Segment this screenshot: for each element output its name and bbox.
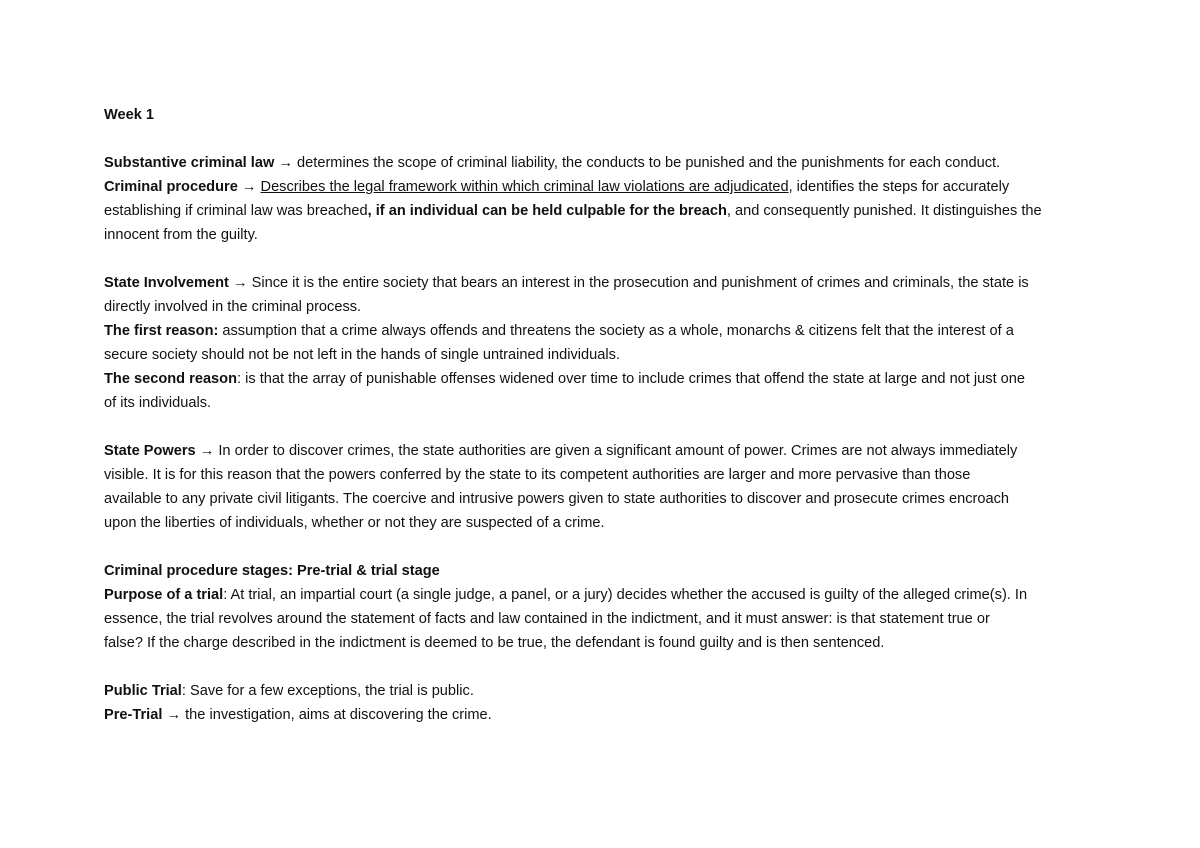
state-powers-line-4: [104, 511, 1104, 535]
state-powers-text-2: visible. It is for this reason that the powers conferred by the state to its competent authorities are larger and more pervasive than those: [104, 467, 971, 483]
state-powers-term: State Powers: [104, 443, 196, 459]
public-trial-paragraph: [104, 679, 1104, 703]
substantive-text: determines the scope of criminal liability, the conducts to be punished and the punishments for each conduct.: [292, 155, 1001, 171]
arrow-icon: →: [166, 707, 182, 723]
state-involvement-text-2: directly involved in the criminal process.: [104, 299, 362, 315]
spacer: [104, 127, 1104, 151]
purpose-term: Purpose of a trial: [104, 587, 224, 603]
state-powers-line-1: [104, 439, 1104, 463]
procedure-term: Criminal procedure: [104, 179, 238, 195]
procedure-line-3: [104, 223, 1104, 247]
arrow-icon: →: [278, 155, 293, 171]
first-reason-line-2: [104, 343, 1104, 367]
arrow-icon: →: [199, 443, 215, 459]
second-reason-text-2: of its individuals.: [104, 395, 212, 411]
second-reason-term: The second reason: [104, 371, 238, 387]
procedure-bold: , if an individual can be held culpable for the breach: [367, 203, 727, 219]
state-powers-text-3: available to any private civil litigants. The coercive and intrusive powers given to state authorities to discover and prosecute crimes encroach: [104, 491, 1010, 507]
first-reason-text-1: assumption that a crime always offends and threatens the society as a whole, monarchs & citizens felt that the interest of a: [218, 323, 1014, 339]
purpose-line-2: [104, 607, 1104, 631]
state-involvement-line-1: [104, 271, 1104, 295]
public-trial-term: Public Trial: [104, 683, 182, 699]
spacer: [104, 415, 1104, 439]
spacer: [104, 247, 1104, 271]
heading: [104, 103, 1104, 127]
purpose-line-3: [104, 631, 1104, 655]
stages-title-text: Criminal procedure stages: Pre-trial & trial stage: [104, 563, 440, 579]
pre-trial-text: the investigation, aims at discovering the crime.: [181, 707, 492, 723]
spacer: [104, 655, 1104, 679]
substantive-term: Substantive criminal law: [104, 155, 275, 171]
state-involvement-term: State Involvement: [104, 275, 229, 291]
procedure-text-3: , and consequently punished. It distinguishes the: [726, 203, 1042, 219]
first-reason-text-2: secure society should not be not left in the hands of single untrained individuals.: [104, 347, 620, 363]
arrow-icon: →: [241, 179, 257, 195]
procedure-underlined: Describes the legal framework within which criminal law violations are adjudicated: [260, 179, 789, 195]
procedure-text-4: innocent from the guilty.: [104, 227, 258, 243]
procedure-line-1: [104, 175, 1104, 199]
state-powers-line-3: [104, 487, 1104, 511]
spacer: [104, 535, 1104, 559]
first-reason-term: The first reason:: [104, 323, 219, 339]
state-involvement-line-2: [104, 295, 1104, 319]
second-reason-text-1: : is that the array of punishable offenses widened over time to include crimes that offend the state at large and not just one: [237, 371, 1026, 387]
state-powers-text-4: upon the liberties of individuals, whether or not they are suspected of a crime.: [104, 515, 605, 531]
first-reason-line-1: [104, 319, 1104, 343]
pre-trial-term: Pre-Trial: [104, 707, 163, 723]
heading-text: Week 1: [104, 107, 155, 123]
procedure-text-2: establishing if criminal law was breached: [104, 203, 368, 219]
procedure-text-1: , identifies the steps for accurately: [788, 179, 1010, 195]
substantive-paragraph: [104, 151, 1104, 175]
purpose-text-2: essence, the trial revolves around the statement of facts and law contained in the indictment, and it must answer: is that statement true or: [104, 611, 990, 627]
document-page: [104, 103, 1104, 727]
arrow-icon: →: [232, 275, 248, 291]
purpose-line-1: [104, 583, 1104, 607]
purpose-text-1: : At trial, an impartial court (a single judge, a panel, or a jury) decides whether the accused is guilty of the alleged crime(s). In: [223, 587, 1028, 603]
state-involvement-text-1: Since it is the entire society that bears an interest in the prosecution and punishment of crimes and criminals, the state is: [247, 275, 1029, 291]
second-reason-line-1: [104, 367, 1104, 391]
purpose-text-3: false? If the charge described in the indictment is deemed to be true, the defendant is found guilty and is then sentenced.: [104, 635, 885, 651]
procedure-line-2: [104, 199, 1104, 223]
state-powers-line-2: [104, 463, 1104, 487]
state-powers-text-1: In order to discover crimes, the state authorities are given a significant amount of power. Crimes are not always immediately: [214, 443, 1018, 459]
public-trial-text: : Save for a few exceptions, the trial is public.: [181, 683, 474, 699]
pre-trial-paragraph: [104, 703, 1104, 727]
second-reason-line-2: [104, 391, 1104, 415]
stages-title: [104, 559, 1104, 583]
